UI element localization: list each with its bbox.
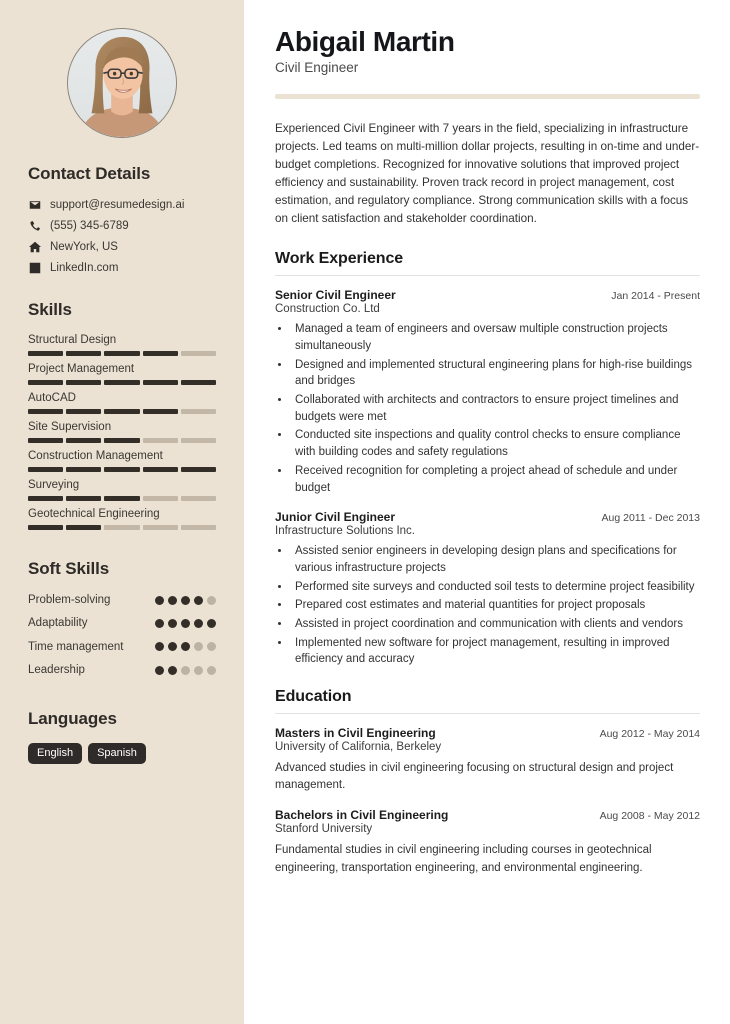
skill-bar-segment	[181, 438, 216, 443]
sidebar	[0, 0, 244, 1024]
skill-bar-segment	[104, 496, 139, 501]
work-bullet: • Implemented new software for project management, resulting in improved efficiency and accuracy	[291, 635, 700, 668]
education-school: Stanford University	[275, 823, 373, 836]
skill-bar-segment	[143, 438, 178, 443]
contact-item-linkedin[interactable]	[28, 261, 216, 274]
skill-name: Structural Design	[28, 334, 117, 346]
job-title: Civil Engineer	[275, 60, 359, 76]
skill-bar-segment	[28, 438, 63, 443]
soft-skill-row	[28, 593, 216, 607]
header-divider	[275, 94, 700, 99]
skill-name: Site Supervision	[28, 421, 112, 433]
education-entry	[275, 726, 700, 795]
soft-skill-rating	[155, 666, 216, 675]
soft-skill-name: Adaptability	[28, 617, 88, 630]
skill-bar-segment	[66, 525, 101, 530]
work-bullet: • Performed site surveys and conducted soil tests to determine project feasibility	[291, 579, 700, 596]
work-entry-company: Construction Co. Ltd	[275, 303, 380, 316]
main-content	[244, 0, 730, 1024]
skill-level-bar	[28, 380, 216, 385]
skill-name: Project Management	[28, 363, 135, 375]
work-bullet: • Received recognition for completing a project ahead of schedule and under budget	[291, 463, 700, 496]
skill-name: Surveying	[28, 479, 80, 491]
contact-list	[28, 198, 216, 274]
languages-heading: Languages	[28, 708, 117, 728]
skill-bar-segment	[143, 525, 178, 530]
skill-name: AutoCAD	[28, 392, 76, 404]
rating-dot	[168, 619, 177, 628]
rating-dot	[207, 596, 216, 605]
rating-dot	[181, 666, 190, 675]
skill-level-bar	[28, 467, 216, 472]
rating-dot	[155, 619, 164, 628]
education-heading: Education	[275, 687, 352, 705]
languages-section	[28, 709, 216, 764]
work-entry-date: Jan 2014 - Present	[611, 290, 700, 303]
skill-bar-segment	[181, 380, 216, 385]
work-entry	[275, 288, 700, 496]
skill-item	[28, 450, 216, 472]
professional-summary: Experienced Civil Engineer with 7 years in the field, specializing in infrastructure projects. Led teams on multi-million dollar projects, resulting in on-time and under-budget completions. Recognized for innovative solutions that improved project efficiency and sustainability. Proven track record in project management, cost estimation, and regulatory compliance. Strong communication skills with a focus on client satisfaction and stakeholder coordination.	[275, 122, 700, 226]
education-entry	[275, 808, 700, 877]
skill-bar-segment	[104, 438, 139, 443]
envelope-icon	[28, 198, 41, 211]
rating-dot	[194, 642, 203, 651]
soft-skills-list	[28, 593, 216, 678]
work-experience-divider	[275, 275, 700, 276]
education-degree: Masters in Civil Engineering	[275, 725, 436, 740]
work-experience-heading: Work Experience	[275, 250, 404, 268]
skill-name: Geotechnical Engineering	[28, 508, 160, 520]
soft-skill-row	[28, 663, 216, 677]
education-degree: Bachelors in Civil Engineering	[275, 808, 449, 823]
skill-bar-segment	[28, 525, 63, 530]
home-icon	[28, 240, 41, 253]
work-entry-header	[275, 510, 700, 524]
page-title: Abigail Martin	[275, 26, 455, 57]
language-pill: English	[28, 743, 82, 764]
skill-bar-segment	[66, 409, 101, 414]
education-description: Advanced studies in civil engineering focusing on structural design and project management.	[275, 761, 674, 792]
work-bullet: • Prepared cost estimates and material quantities for project proposals	[291, 597, 700, 614]
work-entry	[275, 510, 700, 668]
skill-bar-segment	[28, 467, 63, 472]
work-bullet: • Assisted in project coordination and communication with clients and vendors	[291, 616, 700, 633]
work-bullet: • Managed a team of engineers and oversaw multiple construction projects simultaneously	[291, 321, 700, 354]
skill-bar-segment	[181, 496, 216, 501]
contact-email-value: support@resumedesign.ai	[50, 198, 185, 211]
skill-level-bar	[28, 496, 216, 501]
skill-bar-segment	[66, 467, 101, 472]
skill-bar-segment	[104, 351, 139, 356]
skill-bar-segment	[28, 409, 63, 414]
soft-skill-name: Time management	[28, 640, 124, 653]
contact-details-heading: Contact Details	[28, 164, 151, 183]
contact-linkedin-value: LinkedIn.com	[50, 261, 119, 274]
education-list	[275, 726, 700, 877]
rating-dot	[194, 666, 203, 675]
profile-photo	[67, 28, 177, 138]
skill-item	[28, 479, 216, 501]
work-entry-role: Junior Civil Engineer	[275, 510, 396, 525]
work-entry-header	[275, 288, 700, 302]
rating-dot	[194, 619, 203, 628]
skill-item	[28, 508, 216, 530]
skill-bar-segment	[143, 467, 178, 472]
skill-item	[28, 334, 216, 356]
skills-list	[28, 334, 216, 530]
skill-item	[28, 363, 216, 385]
rating-dot	[155, 666, 164, 675]
work-experience-list	[275, 288, 700, 667]
rating-dot	[207, 619, 216, 628]
skill-bar-segment	[104, 525, 139, 530]
skill-level-bar	[28, 351, 216, 356]
contact-location-value: NewYork, US	[50, 240, 118, 253]
rating-dot	[168, 666, 177, 675]
skill-level-bar	[28, 438, 216, 443]
skill-bar-segment	[143, 496, 178, 501]
work-bullet: • Assisted senior engineers in developing design plans and specifications for various infrastructure projects	[291, 543, 700, 576]
skill-bar-segment	[28, 496, 63, 501]
soft-skill-rating	[155, 619, 216, 628]
skill-bar-segment	[104, 409, 139, 414]
education-date: Aug 2012 - May 2014	[599, 727, 700, 740]
work-bullet: • Conducted site inspections and quality control checks to ensure compliance with building codes and safety regulations	[291, 427, 700, 460]
education-section	[275, 688, 700, 877]
skill-bar-segment	[143, 351, 178, 356]
skill-bar-segment	[181, 525, 216, 530]
profile-photo-image	[68, 29, 176, 137]
work-bullet: • Collaborated with architects and contractors to ensure project timelines and budgets were met	[291, 392, 700, 425]
rating-dot	[181, 619, 190, 628]
profile-photo-wrapper	[28, 28, 216, 138]
skill-bar-segment	[181, 351, 216, 356]
education-entry-header	[275, 726, 700, 740]
soft-skills-heading: Soft Skills	[28, 559, 110, 578]
skill-bar-segment	[143, 409, 178, 414]
soft-skill-name: Problem-solving	[28, 594, 111, 606]
skill-level-bar	[28, 525, 216, 530]
skill-item	[28, 421, 216, 443]
skill-bar-segment	[104, 380, 139, 385]
contact-item-phone[interactable]	[28, 219, 216, 232]
contact-phone-value: (555) 345-6789	[50, 219, 129, 232]
skill-bar-segment	[28, 351, 63, 356]
rating-dot	[207, 642, 216, 651]
education-description: Fundamental studies in civil engineering including courses in geotechnical engineering, transportation engineering, and environmental engineering.	[275, 844, 652, 874]
skills-heading: Skills	[28, 300, 72, 319]
rating-dot	[194, 596, 203, 605]
rating-dot	[207, 666, 216, 675]
languages-list	[28, 743, 216, 764]
phone-icon	[28, 219, 41, 232]
rating-dot	[155, 642, 164, 651]
skills-section	[28, 300, 216, 537]
rating-dot	[168, 642, 177, 651]
skill-bar-segment	[66, 496, 101, 501]
work-bullet: • Designed and implemented structural engineering plans for high-rise buildings and bridges	[291, 357, 700, 390]
soft-skill-name: Leadership	[28, 664, 85, 677]
skill-name: Construction Management	[28, 450, 163, 462]
education-entry-header	[275, 808, 700, 822]
skill-item	[28, 392, 216, 414]
rating-dot	[181, 596, 190, 605]
education-date: Aug 2008 - May 2012	[599, 810, 700, 823]
work-entry-date: Aug 2011 - Dec 2013	[601, 512, 700, 525]
skill-bar-segment	[104, 467, 139, 472]
linkedin-icon	[28, 261, 41, 274]
rating-dot	[181, 642, 190, 651]
soft-skill-rating	[155, 642, 216, 651]
rating-dot	[168, 596, 177, 605]
contact-details-section	[28, 164, 216, 300]
skill-bar-segment	[181, 467, 216, 472]
work-entry-bullets	[291, 543, 700, 668]
contact-item-location[interactable]	[28, 240, 216, 253]
work-entry-company: Infrastructure Solutions Inc.	[275, 525, 415, 538]
education-school: University of California, Berkeley	[275, 740, 442, 753]
skill-bar-segment	[181, 409, 216, 414]
work-entry-role: Senior Civil Engineer	[275, 288, 396, 303]
skill-bar-segment	[66, 380, 101, 385]
work-experience-section	[275, 250, 700, 667]
skill-bar-segment	[66, 351, 101, 356]
soft-skill-row	[28, 616, 216, 630]
work-entry-bullets	[291, 321, 700, 496]
contact-item-email[interactable]	[28, 198, 216, 211]
soft-skills-section	[28, 559, 216, 687]
skill-bar-segment	[66, 438, 101, 443]
skill-level-bar	[28, 409, 216, 414]
education-divider	[275, 713, 700, 714]
skill-bar-segment	[28, 380, 63, 385]
skill-bar-segment	[143, 380, 178, 385]
rating-dot	[155, 596, 164, 605]
soft-skill-row	[28, 640, 216, 654]
soft-skill-rating	[155, 596, 216, 605]
language-pill: Spanish	[88, 743, 146, 764]
